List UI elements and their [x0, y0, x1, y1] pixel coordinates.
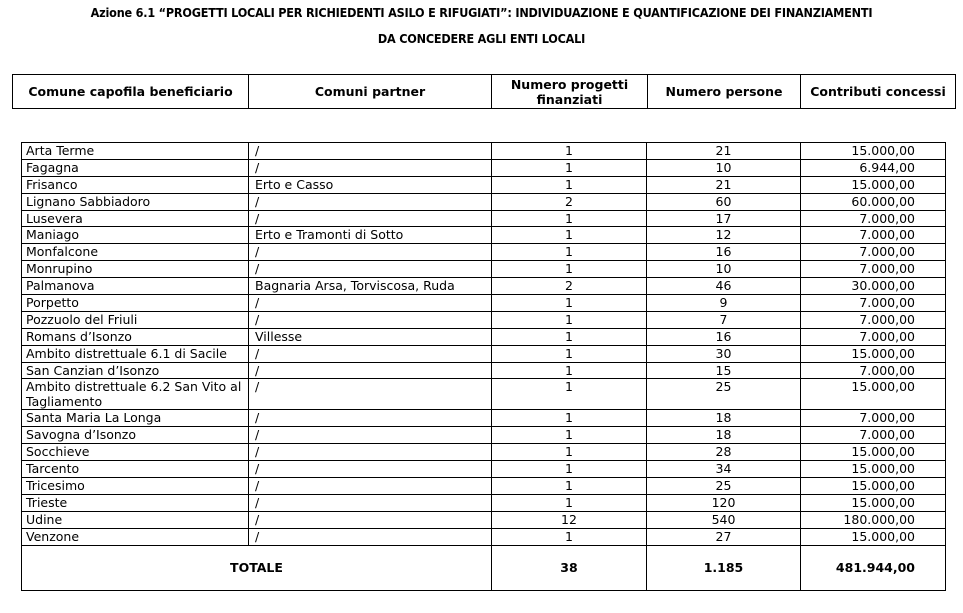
row-partner: Bagnaria Arsa, Torviscosa, Ruda	[249, 278, 492, 295]
row-comune: Fagagna	[22, 159, 249, 176]
row-contributi: 15.000,00	[801, 461, 946, 478]
row-persone: 17	[647, 210, 801, 227]
row-partner: /	[249, 410, 492, 427]
row-contributi: 15.000,00	[801, 379, 946, 410]
table-row	[22, 345, 946, 362]
row-progetti: 1	[492, 159, 647, 176]
row-comune: Porpetto	[22, 295, 249, 312]
row-persone: 9	[647, 295, 801, 312]
row-comune: Pozzuolo del Friuli	[22, 311, 249, 328]
row-progetti: 1	[492, 410, 647, 427]
table-row	[22, 193, 946, 210]
row-partner: /	[249, 143, 492, 160]
row-partner: /	[249, 311, 492, 328]
table-row	[22, 143, 946, 160]
row-persone: 25	[647, 478, 801, 495]
row-contributi: 15.000,00	[801, 444, 946, 461]
row-partner: /	[249, 210, 492, 227]
row-partner: Erto e Tramonti di Sotto	[249, 227, 492, 244]
header-comune-capofila: Comune capofila beneficiario	[13, 75, 249, 109]
table-row	[22, 494, 946, 511]
row-comune: Tricesimo	[22, 478, 249, 495]
row-partner: Villesse	[249, 328, 492, 345]
row-progetti: 1	[492, 379, 647, 410]
row-progetti: 1	[492, 427, 647, 444]
table-row	[22, 379, 946, 410]
row-persone: 25	[647, 379, 801, 410]
row-persone: 10	[647, 261, 801, 278]
table-row	[22, 511, 946, 528]
row-progetti: 1	[492, 261, 647, 278]
table-row	[22, 528, 946, 545]
row-partner: /	[249, 295, 492, 312]
row-contributi: 7.000,00	[801, 311, 946, 328]
row-contributi: 7.000,00	[801, 295, 946, 312]
row-partner: /	[249, 427, 492, 444]
row-progetti: 1	[492, 176, 647, 193]
total-contributi: 481.944,00	[801, 545, 946, 590]
row-comune: Socchieve	[22, 444, 249, 461]
total-row	[22, 545, 946, 590]
row-comune: Palmanova	[22, 278, 249, 295]
row-contributi: 7.000,00	[801, 210, 946, 227]
row-contributi: 15.000,00	[801, 176, 946, 193]
table-row	[22, 328, 946, 345]
row-comune: Romans d’Isonzo	[22, 328, 249, 345]
row-contributi: 7.000,00	[801, 362, 946, 379]
row-persone: 21	[647, 176, 801, 193]
header-comuni-partner: Comuni partner	[249, 75, 492, 109]
row-progetti: 1	[492, 461, 647, 478]
row-comune: Ambito distrettuale 6.1 di Sacile	[22, 345, 249, 362]
row-partner: Erto e Casso	[249, 176, 492, 193]
row-contributi: 7.000,00	[801, 328, 946, 345]
total-progetti: 38	[492, 545, 647, 590]
row-contributi: 7.000,00	[801, 244, 946, 261]
row-persone: 12	[647, 227, 801, 244]
row-comune: Ambito distrettuale 6.2 San Vito al Tagliamento	[22, 379, 249, 410]
row-progetti: 1	[492, 345, 647, 362]
row-progetti: 12	[492, 511, 647, 528]
row-progetti: 2	[492, 278, 647, 295]
row-partner: /	[249, 494, 492, 511]
row-partner: /	[249, 159, 492, 176]
header-contributi: Contributi concessi	[801, 75, 956, 109]
row-contributi: 15.000,00	[801, 143, 946, 160]
row-persone: 28	[647, 444, 801, 461]
row-persone: 21	[647, 143, 801, 160]
table-row	[22, 478, 946, 495]
row-progetti: 1	[492, 444, 647, 461]
row-contributi: 6.944,00	[801, 159, 946, 176]
table-row	[22, 210, 946, 227]
total-persone: 1.185	[647, 545, 801, 590]
row-progetti: 1	[492, 362, 647, 379]
row-partner: /	[249, 193, 492, 210]
row-partner: /	[249, 362, 492, 379]
row-partner: /	[249, 528, 492, 545]
table-row	[22, 362, 946, 379]
table-row	[22, 410, 946, 427]
row-contributi: 30.000,00	[801, 278, 946, 295]
row-contributi: 60.000,00	[801, 193, 946, 210]
table-row	[22, 427, 946, 444]
row-progetti: 1	[492, 494, 647, 511]
document-title-line-1: Azione 6.1 “PROGETTI LOCALI PER RICHIEDENTI ASILO E RIFUGIATI”: INDIVIDUAZIONE E QUANTIFICAZIONE DEI FINANZIAMENTI	[90, 5, 873, 20]
row-progetti: 1	[492, 478, 647, 495]
table-row	[22, 227, 946, 244]
row-contributi: 15.000,00	[801, 345, 946, 362]
row-progetti: 2	[492, 193, 647, 210]
row-persone: 16	[647, 244, 801, 261]
row-persone: 16	[647, 328, 801, 345]
row-comune: Trieste	[22, 494, 249, 511]
row-partner: /	[249, 511, 492, 528]
row-partner: /	[249, 345, 492, 362]
row-comune: Santa Maria La Longa	[22, 410, 249, 427]
row-contributi: 15.000,00	[801, 528, 946, 545]
table-row	[22, 278, 946, 295]
row-comune: Monfalcone	[22, 244, 249, 261]
table-row	[22, 461, 946, 478]
row-comune: Lignano Sabbiadoro	[22, 193, 249, 210]
row-comune: Lusevera	[22, 210, 249, 227]
row-comune: Monrupino	[22, 261, 249, 278]
row-contributi: 7.000,00	[801, 427, 946, 444]
row-partner: /	[249, 261, 492, 278]
table-row	[22, 295, 946, 312]
row-comune: Savogna d’Isonzo	[22, 427, 249, 444]
table-header	[12, 74, 956, 109]
row-persone: 7	[647, 311, 801, 328]
row-progetti: 1	[492, 528, 647, 545]
row-progetti: 1	[492, 227, 647, 244]
row-partner: /	[249, 444, 492, 461]
row-persone: 46	[647, 278, 801, 295]
total-label: TOTALE	[22, 545, 492, 590]
row-contributi: 7.000,00	[801, 261, 946, 278]
table-row	[22, 244, 946, 261]
table-row	[22, 261, 946, 278]
header-row	[13, 75, 956, 109]
row-progetti: 1	[492, 311, 647, 328]
row-persone: 18	[647, 410, 801, 427]
row-persone: 27	[647, 528, 801, 545]
row-comune: Udine	[22, 511, 249, 528]
row-comune: Frisanco	[22, 176, 249, 193]
row-progetti: 1	[492, 210, 647, 227]
row-partner: /	[249, 478, 492, 495]
row-progetti: 1	[492, 143, 647, 160]
row-partner: /	[249, 244, 492, 261]
row-persone: 540	[647, 511, 801, 528]
table-row	[22, 444, 946, 461]
table-row	[22, 176, 946, 193]
row-persone: 15	[647, 362, 801, 379]
row-progetti: 1	[492, 295, 647, 312]
row-progetti: 1	[492, 328, 647, 345]
row-persone: 30	[647, 345, 801, 362]
table-row	[22, 159, 946, 176]
row-contributi: 7.000,00	[801, 410, 946, 427]
row-persone: 18	[647, 427, 801, 444]
row-comune: San Canzian d’Isonzo	[22, 362, 249, 379]
row-persone: 120	[647, 494, 801, 511]
row-contributi: 7.000,00	[801, 227, 946, 244]
row-comune: Venzone	[22, 528, 249, 545]
header-numero-progetti: Numero progetti finanziati	[492, 75, 648, 109]
header-numero-persone: Numero persone	[648, 75, 801, 109]
row-persone: 34	[647, 461, 801, 478]
row-comune: Tarcento	[22, 461, 249, 478]
row-contributi: 15.000,00	[801, 494, 946, 511]
table-row	[22, 311, 946, 328]
row-contributi: 15.000,00	[801, 478, 946, 495]
row-contributi: 180.000,00	[801, 511, 946, 528]
funding-table	[21, 142, 946, 591]
row-progetti: 1	[492, 244, 647, 261]
row-persone: 60	[647, 193, 801, 210]
row-partner: /	[249, 461, 492, 478]
row-persone: 10	[647, 159, 801, 176]
document-title-line-2: DA CONCEDERE AGLI ENTI LOCALI	[377, 31, 586, 46]
row-comune: Arta Terme	[22, 143, 249, 160]
row-partner: /	[249, 379, 492, 410]
row-comune: Maniago	[22, 227, 249, 244]
